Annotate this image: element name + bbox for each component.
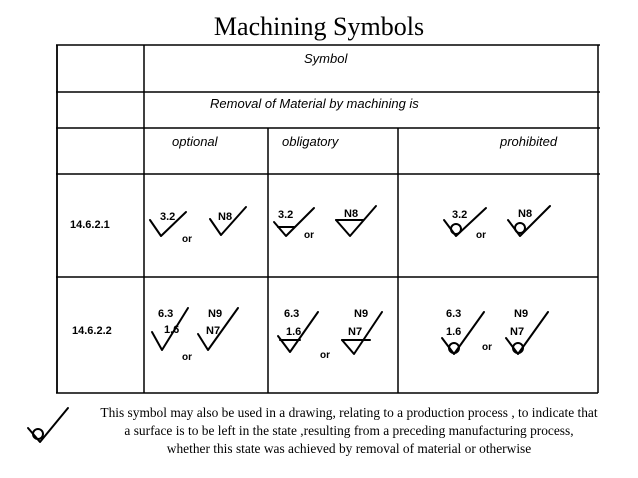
note-line-2: a surface is to be left in the state ,resulting from a preceding manufacturing process, [124, 423, 574, 438]
machining-prohibited-symbol-icon [440, 310, 486, 356]
machining-required-symbol-icon [276, 310, 320, 356]
note-line-1: This symbol may also be used in a drawing, relating to a production process , to indicate that [100, 405, 598, 420]
max-roughness-grade: N9 [514, 308, 529, 320]
or-label: or [182, 352, 192, 363]
max-roughness-value: 6.3 [284, 308, 300, 320]
column-header-obligatory: obligatory [282, 134, 339, 149]
basic-surface-symbol-icon [150, 306, 190, 354]
or-label: or [320, 350, 330, 361]
roughness-grade: N8 [518, 208, 533, 220]
machining-prohibited-symbol-icon [504, 310, 550, 356]
basic-surface-symbol-icon [208, 205, 248, 239]
header-symbol: Symbol [304, 51, 348, 66]
or-label: or [476, 230, 486, 241]
row-label-14-6-2-2: 14.6.2.2 [72, 325, 112, 337]
or-label: or [304, 230, 314, 241]
column-header-optional: optional [172, 134, 218, 149]
basic-surface-symbol-icon [196, 306, 240, 354]
machining-required-symbol-icon [340, 310, 384, 356]
min-roughness-grade: N7 [348, 326, 363, 338]
max-roughness-value: 6.3 [158, 308, 174, 320]
roughness-grade: N8 [344, 208, 359, 220]
header-removal: Removal of Material by machining is [210, 96, 419, 111]
machining-required-symbol-icon [334, 204, 378, 240]
min-roughness-value: 1.6 [164, 324, 180, 336]
roughness-value: 3.2 [452, 209, 468, 221]
min-roughness-value: 1.6 [446, 326, 462, 338]
or-label: or [182, 234, 192, 245]
roughness-grade: N8 [218, 211, 233, 223]
note-paragraph [60, 404, 638, 458]
machining-prohibited-symbol-icon [506, 204, 552, 240]
min-roughness-grade: N7 [510, 326, 525, 338]
row-label-14-6-2-1: 14.6.2.1 [70, 219, 110, 231]
or-label: or [482, 342, 492, 353]
max-roughness-value: 6.3 [446, 308, 462, 320]
column-header-prohibited: prohibited [500, 134, 558, 149]
roughness-value: 3.2 [160, 211, 176, 223]
page-title: Machining Symbols [213, 12, 425, 41]
max-roughness-grade: N9 [208, 308, 223, 320]
min-roughness-grade: N7 [206, 325, 221, 337]
note-line-3: whether this state was achieved by removal of material or otherwise [166, 441, 532, 456]
min-roughness-value: 1.6 [286, 326, 302, 338]
roughness-value: 3.2 [278, 209, 294, 221]
max-roughness-grade: N9 [354, 308, 369, 320]
